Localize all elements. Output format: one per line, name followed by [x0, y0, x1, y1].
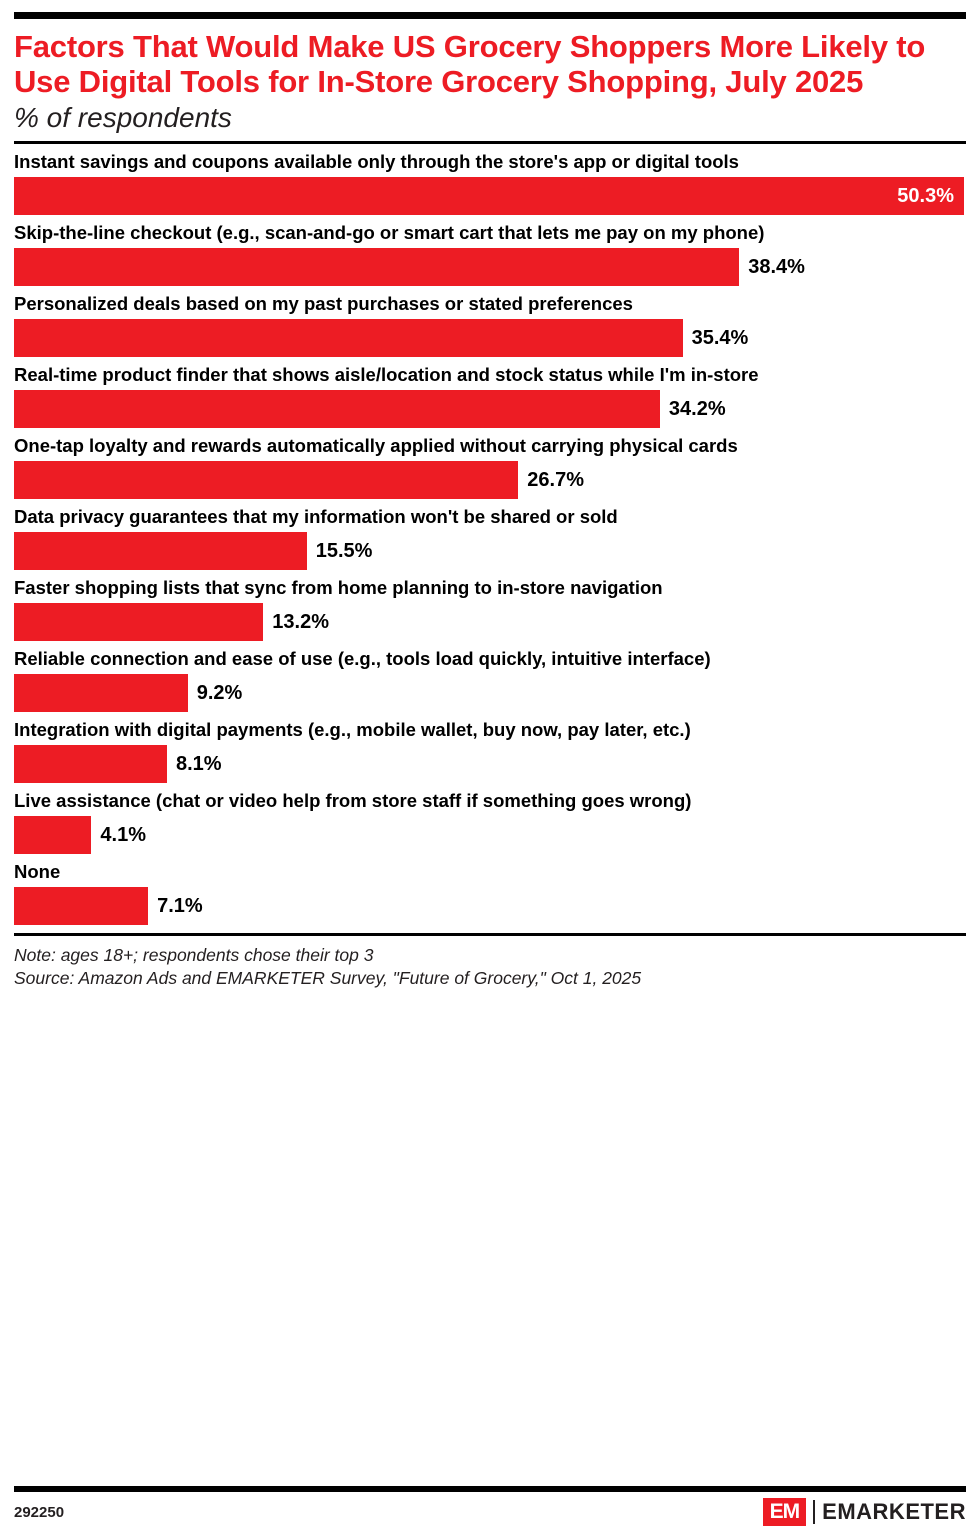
bar-line	[14, 319, 966, 357]
chart-note: Note: ages 18+; respondents chose their top 3	[14, 945, 374, 965]
chart-bottom-divider	[14, 933, 966, 936]
bar-line	[14, 532, 966, 570]
bar-label: Data privacy guarantees that my information won't be shared or sold	[14, 506, 618, 527]
bar	[14, 745, 167, 783]
bar-line	[14, 674, 966, 712]
top-divider	[14, 12, 966, 19]
bar-value: 7.1%	[157, 894, 203, 917]
chart-row	[14, 292, 966, 357]
bar	[14, 887, 148, 925]
bar-value: 26.7%	[527, 468, 584, 491]
emarketer-logo-word: EMARKETER	[822, 1499, 966, 1524]
bar-label: None	[14, 861, 61, 882]
bar-label: One-tap loyalty and rewards automatically applied without carrying physical cards	[14, 435, 738, 456]
bar-line	[14, 603, 966, 641]
page-subtitle: % of respondents	[14, 102, 232, 133]
chart-source: Source: Amazon Ads and EMARKETER Survey, "Future of Grocery," Oct 1, 2025	[14, 968, 642, 988]
chart-row	[14, 718, 966, 783]
bar-value: 35.4%	[691, 326, 749, 349]
bar-value: 9.2%	[196, 681, 243, 704]
bar-label: Instant savings and coupons available only through the store's app or digital tools	[14, 151, 739, 172]
chart-row	[14, 860, 966, 925]
header-divider	[14, 141, 966, 144]
bar-chart	[14, 150, 966, 925]
bar	[14, 319, 683, 357]
emarketer-logo	[763, 1498, 966, 1526]
bar-line	[14, 248, 966, 286]
chart-id: 292250	[14, 1503, 65, 1521]
bar-value: 4.1%	[100, 823, 147, 846]
bar-label: Personalized deals based on my past purchases or stated preferences	[14, 293, 633, 314]
bar-value: 34.2%	[668, 397, 726, 420]
chart-row	[14, 434, 966, 499]
bar-line	[14, 745, 966, 783]
bar-label: Faster shopping lists that sync from home planning to in-store navigation	[14, 577, 663, 598]
bar	[14, 532, 307, 570]
bar	[14, 674, 188, 712]
bar	[14, 461, 518, 499]
footer-divider	[14, 1486, 966, 1492]
bar	[14, 248, 739, 286]
page-title: Factors That Would Make US Grocery Shoppers More Likely to Use Digital Tools for In-Store Grocery Shopping, July 2025	[14, 29, 926, 99]
bar-label: Skip-the-line checkout (e.g., scan-and-go or smart cart that lets me pay on my phone)	[14, 222, 765, 243]
page-footer	[14, 1486, 966, 1526]
bar-line	[14, 816, 966, 854]
bar	[14, 177, 964, 215]
chart-row	[14, 576, 966, 641]
chart-row	[14, 363, 966, 428]
logo-separator	[813, 1500, 815, 1524]
bar-line	[14, 461, 966, 499]
chart-row	[14, 789, 966, 854]
bar-value: 8.1%	[175, 752, 222, 775]
chart-row	[14, 647, 966, 712]
bar	[14, 816, 91, 854]
chart-row	[14, 150, 966, 215]
bar-value: 50.3%	[897, 184, 954, 207]
chart-row	[14, 221, 966, 286]
chart-page	[0, 12, 980, 1540]
bar-label: Integration with digital payments (e.g., mobile wallet, buy now, pay later, etc.)	[14, 719, 691, 740]
bar-value: 13.2%	[272, 610, 330, 633]
bar-label: Reliable connection and ease of use (e.g., tools load quickly, intuitive interface)	[14, 648, 711, 669]
bar-line	[14, 887, 966, 925]
bar-line	[14, 390, 966, 428]
bar-value: 15.5%	[315, 539, 373, 562]
chart-row	[14, 505, 966, 570]
bar-line	[14, 177, 966, 215]
bar-label: Live assistance (chat or video help from store staff if something goes wrong)	[14, 790, 692, 811]
emarketer-logo-mark: EM	[763, 1498, 807, 1526]
bar-label: Real-time product finder that shows aisle/location and stock status while I'm in-store	[14, 364, 759, 385]
bar	[14, 603, 263, 641]
bar-value: 38.4%	[748, 255, 805, 278]
bar	[14, 390, 660, 428]
